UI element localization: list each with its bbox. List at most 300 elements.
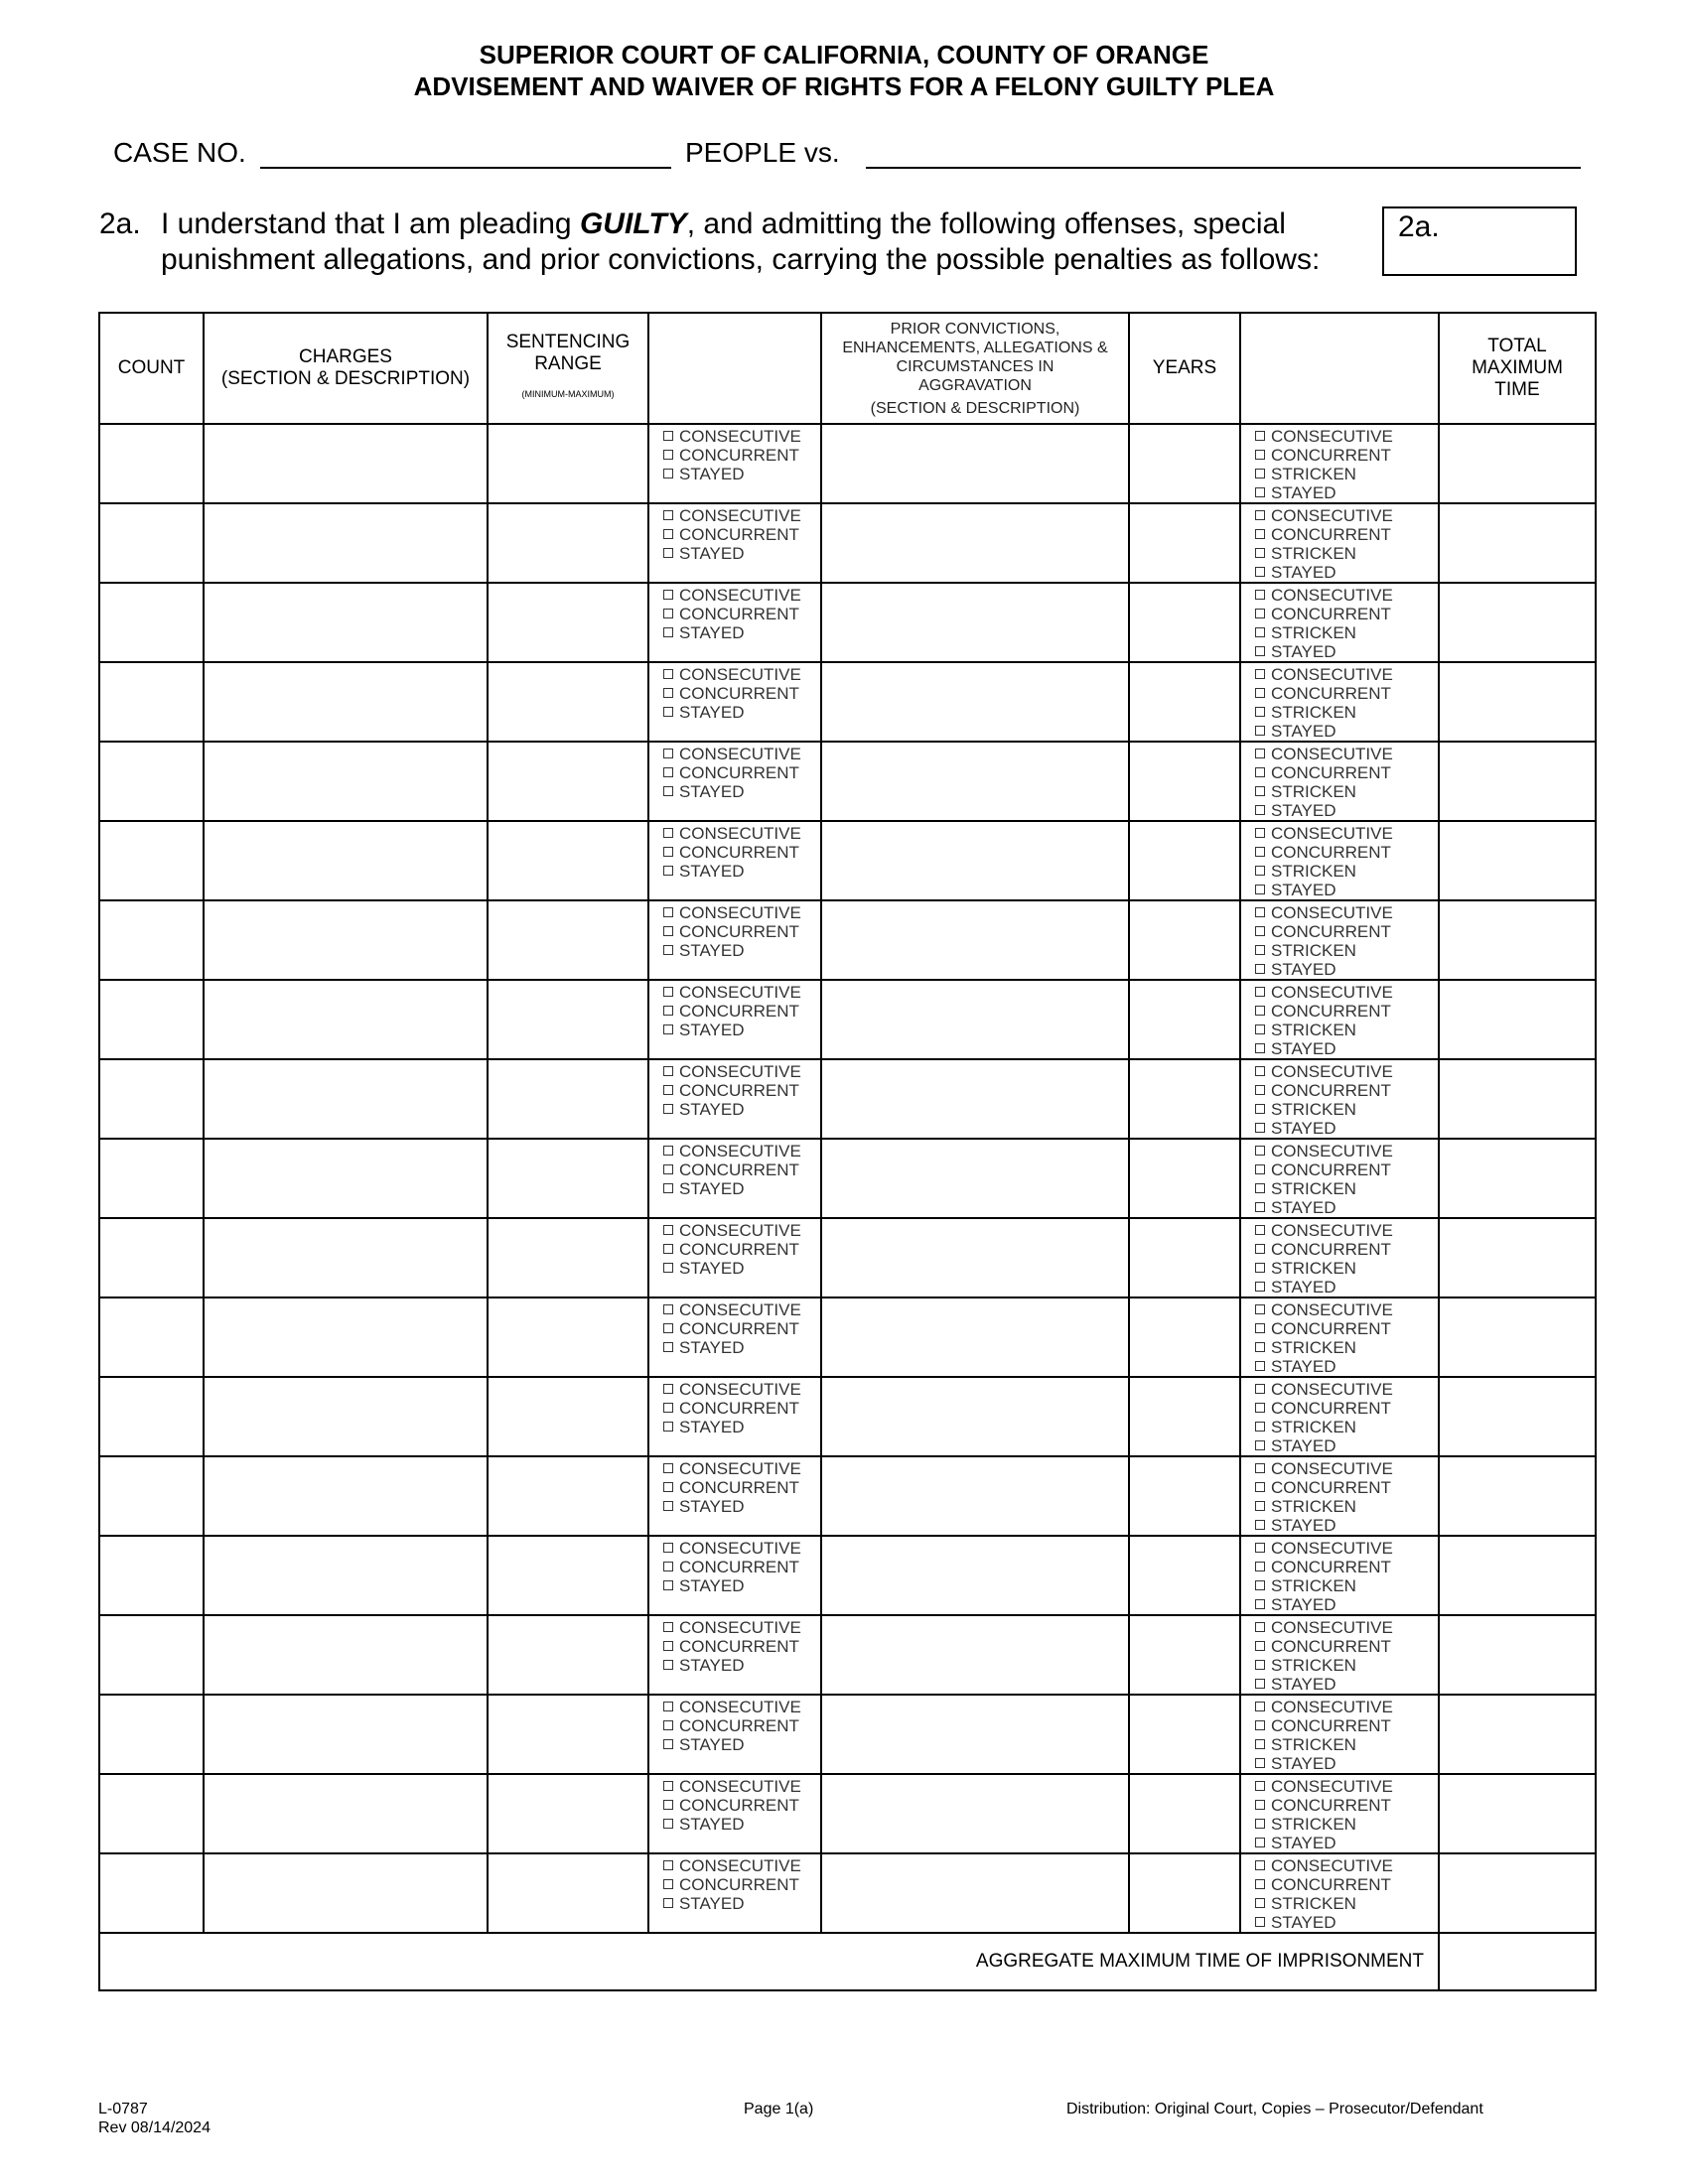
- sentencing-range-cell[interactable]: [488, 1853, 648, 1933]
- checkbox-icon[interactable]: [663, 1800, 673, 1810]
- prior-convictions-cell[interactable]: [821, 742, 1129, 821]
- checkbox-icon[interactable]: [1255, 688, 1265, 698]
- disposition-option[interactable]: [1255, 782, 1438, 801]
- checkbox-icon[interactable]: [1255, 1898, 1265, 1908]
- disposition-option[interactable]: [1255, 1357, 1438, 1376]
- count-cell[interactable]: [99, 662, 204, 742]
- total-max-time-cell[interactable]: [1439, 424, 1596, 503]
- disposition-option[interactable]: [663, 1894, 820, 1913]
- checkbox-icon[interactable]: [1255, 1225, 1265, 1235]
- disposition-option[interactable]: [1255, 1478, 1438, 1497]
- disposition-option[interactable]: [1255, 1100, 1438, 1119]
- disposition-option[interactable]: [1255, 1021, 1438, 1039]
- charges-cell[interactable]: [204, 662, 488, 742]
- total-max-time-cell[interactable]: [1439, 1059, 1596, 1139]
- prior-convictions-cell[interactable]: [821, 821, 1129, 900]
- years-cell[interactable]: [1129, 1377, 1240, 1456]
- checkbox-icon[interactable]: [663, 590, 673, 600]
- count-cell[interactable]: [99, 1377, 204, 1456]
- disposition-option[interactable]: [1255, 881, 1438, 899]
- checkbox-icon[interactable]: [1255, 1342, 1265, 1352]
- disposition-option[interactable]: [1255, 1436, 1438, 1455]
- checkbox-icon[interactable]: [663, 1066, 673, 1076]
- disposition-option[interactable]: [1255, 1875, 1438, 1894]
- checkbox-icon[interactable]: [663, 1164, 673, 1174]
- disposition-option[interactable]: [663, 1856, 820, 1875]
- disposition-option[interactable]: [1255, 1894, 1438, 1913]
- disposition-option[interactable]: [1255, 483, 1438, 502]
- disposition-option[interactable]: [1255, 1142, 1438, 1160]
- checkbox-icon[interactable]: [663, 1463, 673, 1473]
- checkbox-icon[interactable]: [1255, 450, 1265, 460]
- charges-cell[interactable]: [204, 1218, 488, 1297]
- checkbox-icon[interactable]: [1255, 669, 1265, 679]
- checkbox-icon[interactable]: [1255, 866, 1265, 876]
- disposition-option[interactable]: [663, 763, 820, 782]
- disposition-option[interactable]: [663, 1259, 820, 1278]
- sentencing-range-cell[interactable]: [488, 1695, 648, 1774]
- disposition-option[interactable]: [1255, 903, 1438, 922]
- disposition-option[interactable]: [663, 1777, 820, 1796]
- disposition-option[interactable]: [1255, 623, 1438, 642]
- disposition-option[interactable]: [663, 1656, 820, 1675]
- disposition-option[interactable]: [663, 665, 820, 684]
- disposition-option[interactable]: [663, 1497, 820, 1516]
- disposition-option[interactable]: [663, 1796, 820, 1815]
- disposition-option[interactable]: [1255, 525, 1438, 544]
- count-cell[interactable]: [99, 742, 204, 821]
- checkbox-icon[interactable]: [1255, 646, 1265, 656]
- checkbox-icon[interactable]: [1255, 510, 1265, 520]
- prior-convictions-cell[interactable]: [821, 1774, 1129, 1853]
- disposition-option[interactable]: [663, 1100, 820, 1119]
- charges-cell[interactable]: [204, 742, 488, 821]
- years-cell[interactable]: [1129, 1774, 1240, 1853]
- sentencing-range-cell[interactable]: [488, 1615, 648, 1695]
- checkbox-icon[interactable]: [1255, 529, 1265, 539]
- checkbox-icon[interactable]: [1255, 1641, 1265, 1651]
- charges-cell[interactable]: [204, 1059, 488, 1139]
- checkbox-icon[interactable]: [663, 1384, 673, 1394]
- disposition-option[interactable]: [663, 525, 820, 544]
- disposition-option[interactable]: [1255, 745, 1438, 763]
- prior-convictions-cell[interactable]: [821, 583, 1129, 662]
- checkbox-icon[interactable]: [1255, 1384, 1265, 1394]
- checkbox-icon[interactable]: [1255, 1085, 1265, 1095]
- disposition-option[interactable]: [1255, 1497, 1438, 1516]
- count-cell[interactable]: [99, 1695, 204, 1774]
- disposition-option[interactable]: [663, 1142, 820, 1160]
- checkbox-icon[interactable]: [1255, 805, 1265, 815]
- checkbox-icon[interactable]: [663, 1304, 673, 1314]
- years-cell[interactable]: [1129, 821, 1240, 900]
- checkbox-icon[interactable]: [663, 1146, 673, 1156]
- sentencing-range-cell[interactable]: [488, 900, 648, 980]
- sentencing-range-cell[interactable]: [488, 424, 648, 503]
- years-cell[interactable]: [1129, 1059, 1240, 1139]
- disposition-option[interactable]: [1255, 1856, 1438, 1875]
- checkbox-icon[interactable]: [1255, 1800, 1265, 1810]
- disposition-option[interactable]: [1255, 1002, 1438, 1021]
- disposition-option[interactable]: [1255, 1595, 1438, 1614]
- disposition-option[interactable]: [1255, 506, 1438, 525]
- sentencing-range-cell[interactable]: [488, 1377, 648, 1456]
- charges-cell[interactable]: [204, 1774, 488, 1853]
- disposition-option[interactable]: [1255, 703, 1438, 722]
- disposition-option[interactable]: [1255, 1716, 1438, 1735]
- years-cell[interactable]: [1129, 1139, 1240, 1218]
- disposition-option[interactable]: [663, 1716, 820, 1735]
- checkbox-icon[interactable]: [1255, 469, 1265, 478]
- disposition-option[interactable]: [663, 1300, 820, 1319]
- charges-cell[interactable]: [204, 821, 488, 900]
- checkbox-icon[interactable]: [663, 1403, 673, 1413]
- disposition-option[interactable]: [1255, 1062, 1438, 1081]
- checkbox-icon[interactable]: [1255, 1679, 1265, 1689]
- disposition-option[interactable]: [1255, 544, 1438, 563]
- checkbox-icon[interactable]: [663, 1720, 673, 1730]
- years-cell[interactable]: [1129, 1853, 1240, 1933]
- total-max-time-cell[interactable]: [1439, 1456, 1596, 1536]
- checkbox-icon[interactable]: [663, 707, 673, 717]
- total-max-time-cell[interactable]: [1439, 1536, 1596, 1615]
- disposition-option[interactable]: [663, 1875, 820, 1894]
- checkbox-icon[interactable]: [663, 828, 673, 838]
- checkbox-icon[interactable]: [1255, 1702, 1265, 1711]
- disposition-option[interactable]: [1255, 1081, 1438, 1100]
- years-cell[interactable]: [1129, 662, 1240, 742]
- count-cell[interactable]: [99, 1297, 204, 1377]
- disposition-option[interactable]: [663, 1698, 820, 1716]
- disposition-option[interactable]: [1255, 1240, 1438, 1259]
- disposition-option[interactable]: [1255, 763, 1438, 782]
- disposition-option[interactable]: [1255, 722, 1438, 741]
- count-cell[interactable]: [99, 583, 204, 662]
- charges-cell[interactable]: [204, 583, 488, 662]
- count-cell[interactable]: [99, 1218, 204, 1297]
- checkbox-icon[interactable]: [1255, 707, 1265, 717]
- checkbox-icon[interactable]: [1255, 1202, 1265, 1212]
- prior-convictions-cell[interactable]: [821, 900, 1129, 980]
- total-max-time-cell[interactable]: [1439, 1695, 1596, 1774]
- charges-cell[interactable]: [204, 503, 488, 583]
- charges-cell[interactable]: [204, 1695, 488, 1774]
- disposition-option[interactable]: [663, 1160, 820, 1179]
- checkbox-icon[interactable]: [1255, 1146, 1265, 1156]
- aggregate-total-cell[interactable]: [1439, 1933, 1596, 1990]
- disposition-option[interactable]: [1255, 1399, 1438, 1418]
- checkbox-icon[interactable]: [663, 926, 673, 936]
- checkbox-icon[interactable]: [1255, 1860, 1265, 1870]
- disposition-option[interactable]: [1255, 1777, 1438, 1796]
- initials-box-2a[interactable]: [1382, 206, 1577, 276]
- charges-cell[interactable]: [204, 1377, 488, 1456]
- disposition-option[interactable]: [663, 684, 820, 703]
- checkbox-icon[interactable]: [663, 1263, 673, 1273]
- total-max-time-cell[interactable]: [1439, 1218, 1596, 1297]
- checkbox-icon[interactable]: [1255, 1164, 1265, 1174]
- disposition-option[interactable]: [1255, 1815, 1438, 1834]
- sentencing-range-cell[interactable]: [488, 583, 648, 662]
- defendant-name-field[interactable]: [866, 167, 1581, 169]
- disposition-option[interactable]: [1255, 1516, 1438, 1535]
- checkbox-icon[interactable]: [663, 1898, 673, 1908]
- checkbox-icon[interactable]: [1255, 1123, 1265, 1133]
- disposition-option[interactable]: [1255, 862, 1438, 881]
- count-cell[interactable]: [99, 821, 204, 900]
- checkbox-icon[interactable]: [663, 767, 673, 777]
- checkbox-icon[interactable]: [663, 786, 673, 796]
- checkbox-icon[interactable]: [663, 469, 673, 478]
- checkbox-icon[interactable]: [663, 431, 673, 441]
- disposition-option[interactable]: [663, 586, 820, 605]
- total-max-time-cell[interactable]: [1439, 980, 1596, 1059]
- checkbox-icon[interactable]: [663, 866, 673, 876]
- checkbox-icon[interactable]: [1255, 1720, 1265, 1730]
- disposition-option[interactable]: [1255, 1418, 1438, 1436]
- checkbox-icon[interactable]: [1255, 487, 1265, 497]
- sentencing-range-cell[interactable]: [488, 662, 648, 742]
- count-cell[interactable]: [99, 1774, 204, 1853]
- disposition-option[interactable]: [663, 922, 820, 941]
- disposition-option[interactable]: [1255, 563, 1438, 582]
- disposition-option[interactable]: [1255, 1754, 1438, 1773]
- checkbox-icon[interactable]: [1255, 726, 1265, 736]
- checkbox-icon[interactable]: [1255, 1282, 1265, 1292]
- checkbox-icon[interactable]: [1255, 627, 1265, 637]
- checkbox-icon[interactable]: [1255, 1580, 1265, 1590]
- checkbox-icon[interactable]: [1255, 1781, 1265, 1791]
- disposition-option[interactable]: [1255, 465, 1438, 483]
- sentencing-range-cell[interactable]: [488, 1218, 648, 1297]
- disposition-option[interactable]: [663, 1221, 820, 1240]
- checkbox-icon[interactable]: [1255, 1599, 1265, 1609]
- case-no-field[interactable]: [260, 167, 671, 169]
- checkbox-icon[interactable]: [663, 688, 673, 698]
- disposition-option[interactable]: [1255, 1278, 1438, 1297]
- disposition-option[interactable]: [1255, 1796, 1438, 1815]
- years-cell[interactable]: [1129, 1297, 1240, 1377]
- checkbox-icon[interactable]: [1255, 1304, 1265, 1314]
- count-cell[interactable]: [99, 1615, 204, 1695]
- checkbox-icon[interactable]: [1255, 847, 1265, 857]
- disposition-option[interactable]: [663, 1815, 820, 1834]
- checkbox-icon[interactable]: [1255, 1622, 1265, 1632]
- disposition-option[interactable]: [1255, 1637, 1438, 1656]
- checkbox-icon[interactable]: [663, 907, 673, 917]
- checkbox-icon[interactable]: [663, 749, 673, 758]
- disposition-option[interactable]: [1255, 1160, 1438, 1179]
- disposition-option[interactable]: [663, 1179, 820, 1198]
- checkbox-icon[interactable]: [1255, 767, 1265, 777]
- checkbox-icon[interactable]: [1255, 1043, 1265, 1053]
- disposition-option[interactable]: [663, 862, 820, 881]
- disposition-option[interactable]: [663, 623, 820, 642]
- disposition-option[interactable]: [663, 446, 820, 465]
- disposition-option[interactable]: [663, 1478, 820, 1497]
- disposition-option[interactable]: [663, 1539, 820, 1558]
- total-max-time-cell[interactable]: [1439, 1139, 1596, 1218]
- checkbox-icon[interactable]: [663, 1739, 673, 1749]
- disposition-option[interactable]: [663, 1062, 820, 1081]
- checkbox-icon[interactable]: [663, 1580, 673, 1590]
- checkbox-icon[interactable]: [1255, 1440, 1265, 1450]
- prior-convictions-cell[interactable]: [821, 1536, 1129, 1615]
- sentencing-range-cell[interactable]: [488, 1139, 648, 1218]
- checkbox-icon[interactable]: [1255, 548, 1265, 558]
- checkbox-icon[interactable]: [663, 548, 673, 558]
- total-max-time-cell[interactable]: [1439, 583, 1596, 662]
- checkbox-icon[interactable]: [1255, 1403, 1265, 1413]
- count-cell[interactable]: [99, 1536, 204, 1615]
- disposition-option[interactable]: [1255, 1618, 1438, 1637]
- checkbox-icon[interactable]: [663, 1641, 673, 1651]
- disposition-option[interactable]: [1255, 1913, 1438, 1932]
- disposition-option[interactable]: [663, 1081, 820, 1100]
- disposition-option[interactable]: [1255, 586, 1438, 605]
- checkbox-icon[interactable]: [663, 1085, 673, 1095]
- checkbox-icon[interactable]: [663, 1543, 673, 1553]
- disposition-option[interactable]: [663, 1338, 820, 1357]
- disposition-option[interactable]: [1255, 1221, 1438, 1240]
- checkbox-icon[interactable]: [1255, 1819, 1265, 1829]
- count-cell[interactable]: [99, 1059, 204, 1139]
- checkbox-icon[interactable]: [1255, 945, 1265, 955]
- count-cell[interactable]: [99, 503, 204, 583]
- prior-convictions-cell[interactable]: [821, 1139, 1129, 1218]
- checkbox-icon[interactable]: [663, 1702, 673, 1711]
- checkbox-icon[interactable]: [1255, 1066, 1265, 1076]
- disposition-option[interactable]: [663, 1002, 820, 1021]
- checkbox-icon[interactable]: [663, 1660, 673, 1670]
- checkbox-icon[interactable]: [1255, 749, 1265, 758]
- years-cell[interactable]: [1129, 1536, 1240, 1615]
- total-max-time-cell[interactable]: [1439, 821, 1596, 900]
- checkbox-icon[interactable]: [1255, 828, 1265, 838]
- checkbox-icon[interactable]: [1255, 1361, 1265, 1371]
- checkbox-icon[interactable]: [1255, 1758, 1265, 1768]
- disposition-option[interactable]: [663, 1399, 820, 1418]
- total-max-time-cell[interactable]: [1439, 742, 1596, 821]
- disposition-option[interactable]: [1255, 922, 1438, 941]
- years-cell[interactable]: [1129, 503, 1240, 583]
- years-cell[interactable]: [1129, 1456, 1240, 1536]
- sentencing-range-cell[interactable]: [488, 1456, 648, 1536]
- disposition-option[interactable]: [1255, 1576, 1438, 1595]
- checkbox-icon[interactable]: [1255, 431, 1265, 441]
- checkbox-icon[interactable]: [663, 1225, 673, 1235]
- checkbox-icon[interactable]: [1255, 964, 1265, 974]
- disposition-option[interactable]: [1255, 801, 1438, 820]
- disposition-option[interactable]: [663, 1618, 820, 1637]
- disposition-option[interactable]: [1255, 1198, 1438, 1217]
- total-max-time-cell[interactable]: [1439, 1377, 1596, 1456]
- total-max-time-cell[interactable]: [1439, 1615, 1596, 1695]
- count-cell[interactable]: [99, 1853, 204, 1933]
- disposition-option[interactable]: [1255, 1698, 1438, 1716]
- count-cell[interactable]: [99, 900, 204, 980]
- checkbox-icon[interactable]: [1255, 1006, 1265, 1016]
- checkbox-icon[interactable]: [663, 1781, 673, 1791]
- checkbox-icon[interactable]: [663, 1482, 673, 1492]
- checkbox-icon[interactable]: [1255, 1739, 1265, 1749]
- years-cell[interactable]: [1129, 900, 1240, 980]
- disposition-option[interactable]: [663, 782, 820, 801]
- checkbox-icon[interactable]: [663, 1562, 673, 1571]
- disposition-option[interactable]: [1255, 642, 1438, 661]
- prior-convictions-cell[interactable]: [821, 1059, 1129, 1139]
- checkbox-icon[interactable]: [663, 1422, 673, 1432]
- disposition-option[interactable]: [663, 1735, 820, 1754]
- disposition-option[interactable]: [663, 824, 820, 843]
- disposition-option[interactable]: [1255, 1539, 1438, 1558]
- checkbox-icon[interactable]: [1255, 987, 1265, 997]
- charges-cell[interactable]: [204, 1456, 488, 1536]
- disposition-option[interactable]: [1255, 843, 1438, 862]
- prior-convictions-cell[interactable]: [821, 1218, 1129, 1297]
- total-max-time-cell[interactable]: [1439, 662, 1596, 742]
- disposition-option[interactable]: [1255, 1319, 1438, 1338]
- disposition-option[interactable]: [1255, 1380, 1438, 1399]
- prior-convictions-cell[interactable]: [821, 1695, 1129, 1774]
- disposition-option[interactable]: [663, 427, 820, 446]
- disposition-option[interactable]: [1255, 446, 1438, 465]
- disposition-option[interactable]: [1255, 1675, 1438, 1694]
- checkbox-icon[interactable]: [1255, 926, 1265, 936]
- checkbox-icon[interactable]: [1255, 1562, 1265, 1571]
- sentencing-range-cell[interactable]: [488, 1536, 648, 1615]
- checkbox-icon[interactable]: [663, 1183, 673, 1193]
- count-cell[interactable]: [99, 1456, 204, 1536]
- disposition-option[interactable]: [663, 1380, 820, 1399]
- checkbox-icon[interactable]: [1255, 1183, 1265, 1193]
- sentencing-range-cell[interactable]: [488, 1059, 648, 1139]
- checkbox-icon[interactable]: [663, 1342, 673, 1352]
- checkbox-icon[interactable]: [663, 627, 673, 637]
- checkbox-icon[interactable]: [663, 1879, 673, 1889]
- checkbox-icon[interactable]: [1255, 1024, 1265, 1034]
- checkbox-icon[interactable]: [1255, 1543, 1265, 1553]
- checkbox-icon[interactable]: [1255, 567, 1265, 577]
- charges-cell[interactable]: [204, 1297, 488, 1377]
- prior-convictions-cell[interactable]: [821, 662, 1129, 742]
- disposition-option[interactable]: [1255, 983, 1438, 1002]
- years-cell[interactable]: [1129, 742, 1240, 821]
- years-cell[interactable]: [1129, 980, 1240, 1059]
- disposition-option[interactable]: [663, 903, 820, 922]
- prior-convictions-cell[interactable]: [821, 1853, 1129, 1933]
- disposition-option[interactable]: [663, 745, 820, 763]
- checkbox-icon[interactable]: [663, 1024, 673, 1034]
- disposition-option[interactable]: [1255, 1338, 1438, 1357]
- checkbox-icon[interactable]: [663, 1104, 673, 1114]
- charges-cell[interactable]: [204, 1139, 488, 1218]
- disposition-option[interactable]: [663, 983, 820, 1002]
- total-max-time-cell[interactable]: [1439, 900, 1596, 980]
- disposition-option[interactable]: [663, 843, 820, 862]
- disposition-option[interactable]: [1255, 684, 1438, 703]
- checkbox-icon[interactable]: [663, 847, 673, 857]
- disposition-option[interactable]: [1255, 824, 1438, 843]
- checkbox-icon[interactable]: [663, 1323, 673, 1333]
- count-cell[interactable]: [99, 980, 204, 1059]
- years-cell[interactable]: [1129, 1615, 1240, 1695]
- checkbox-icon[interactable]: [663, 609, 673, 618]
- disposition-option[interactable]: [1255, 1656, 1438, 1675]
- prior-convictions-cell[interactable]: [821, 1615, 1129, 1695]
- checkbox-icon[interactable]: [663, 987, 673, 997]
- checkbox-icon[interactable]: [1255, 1917, 1265, 1927]
